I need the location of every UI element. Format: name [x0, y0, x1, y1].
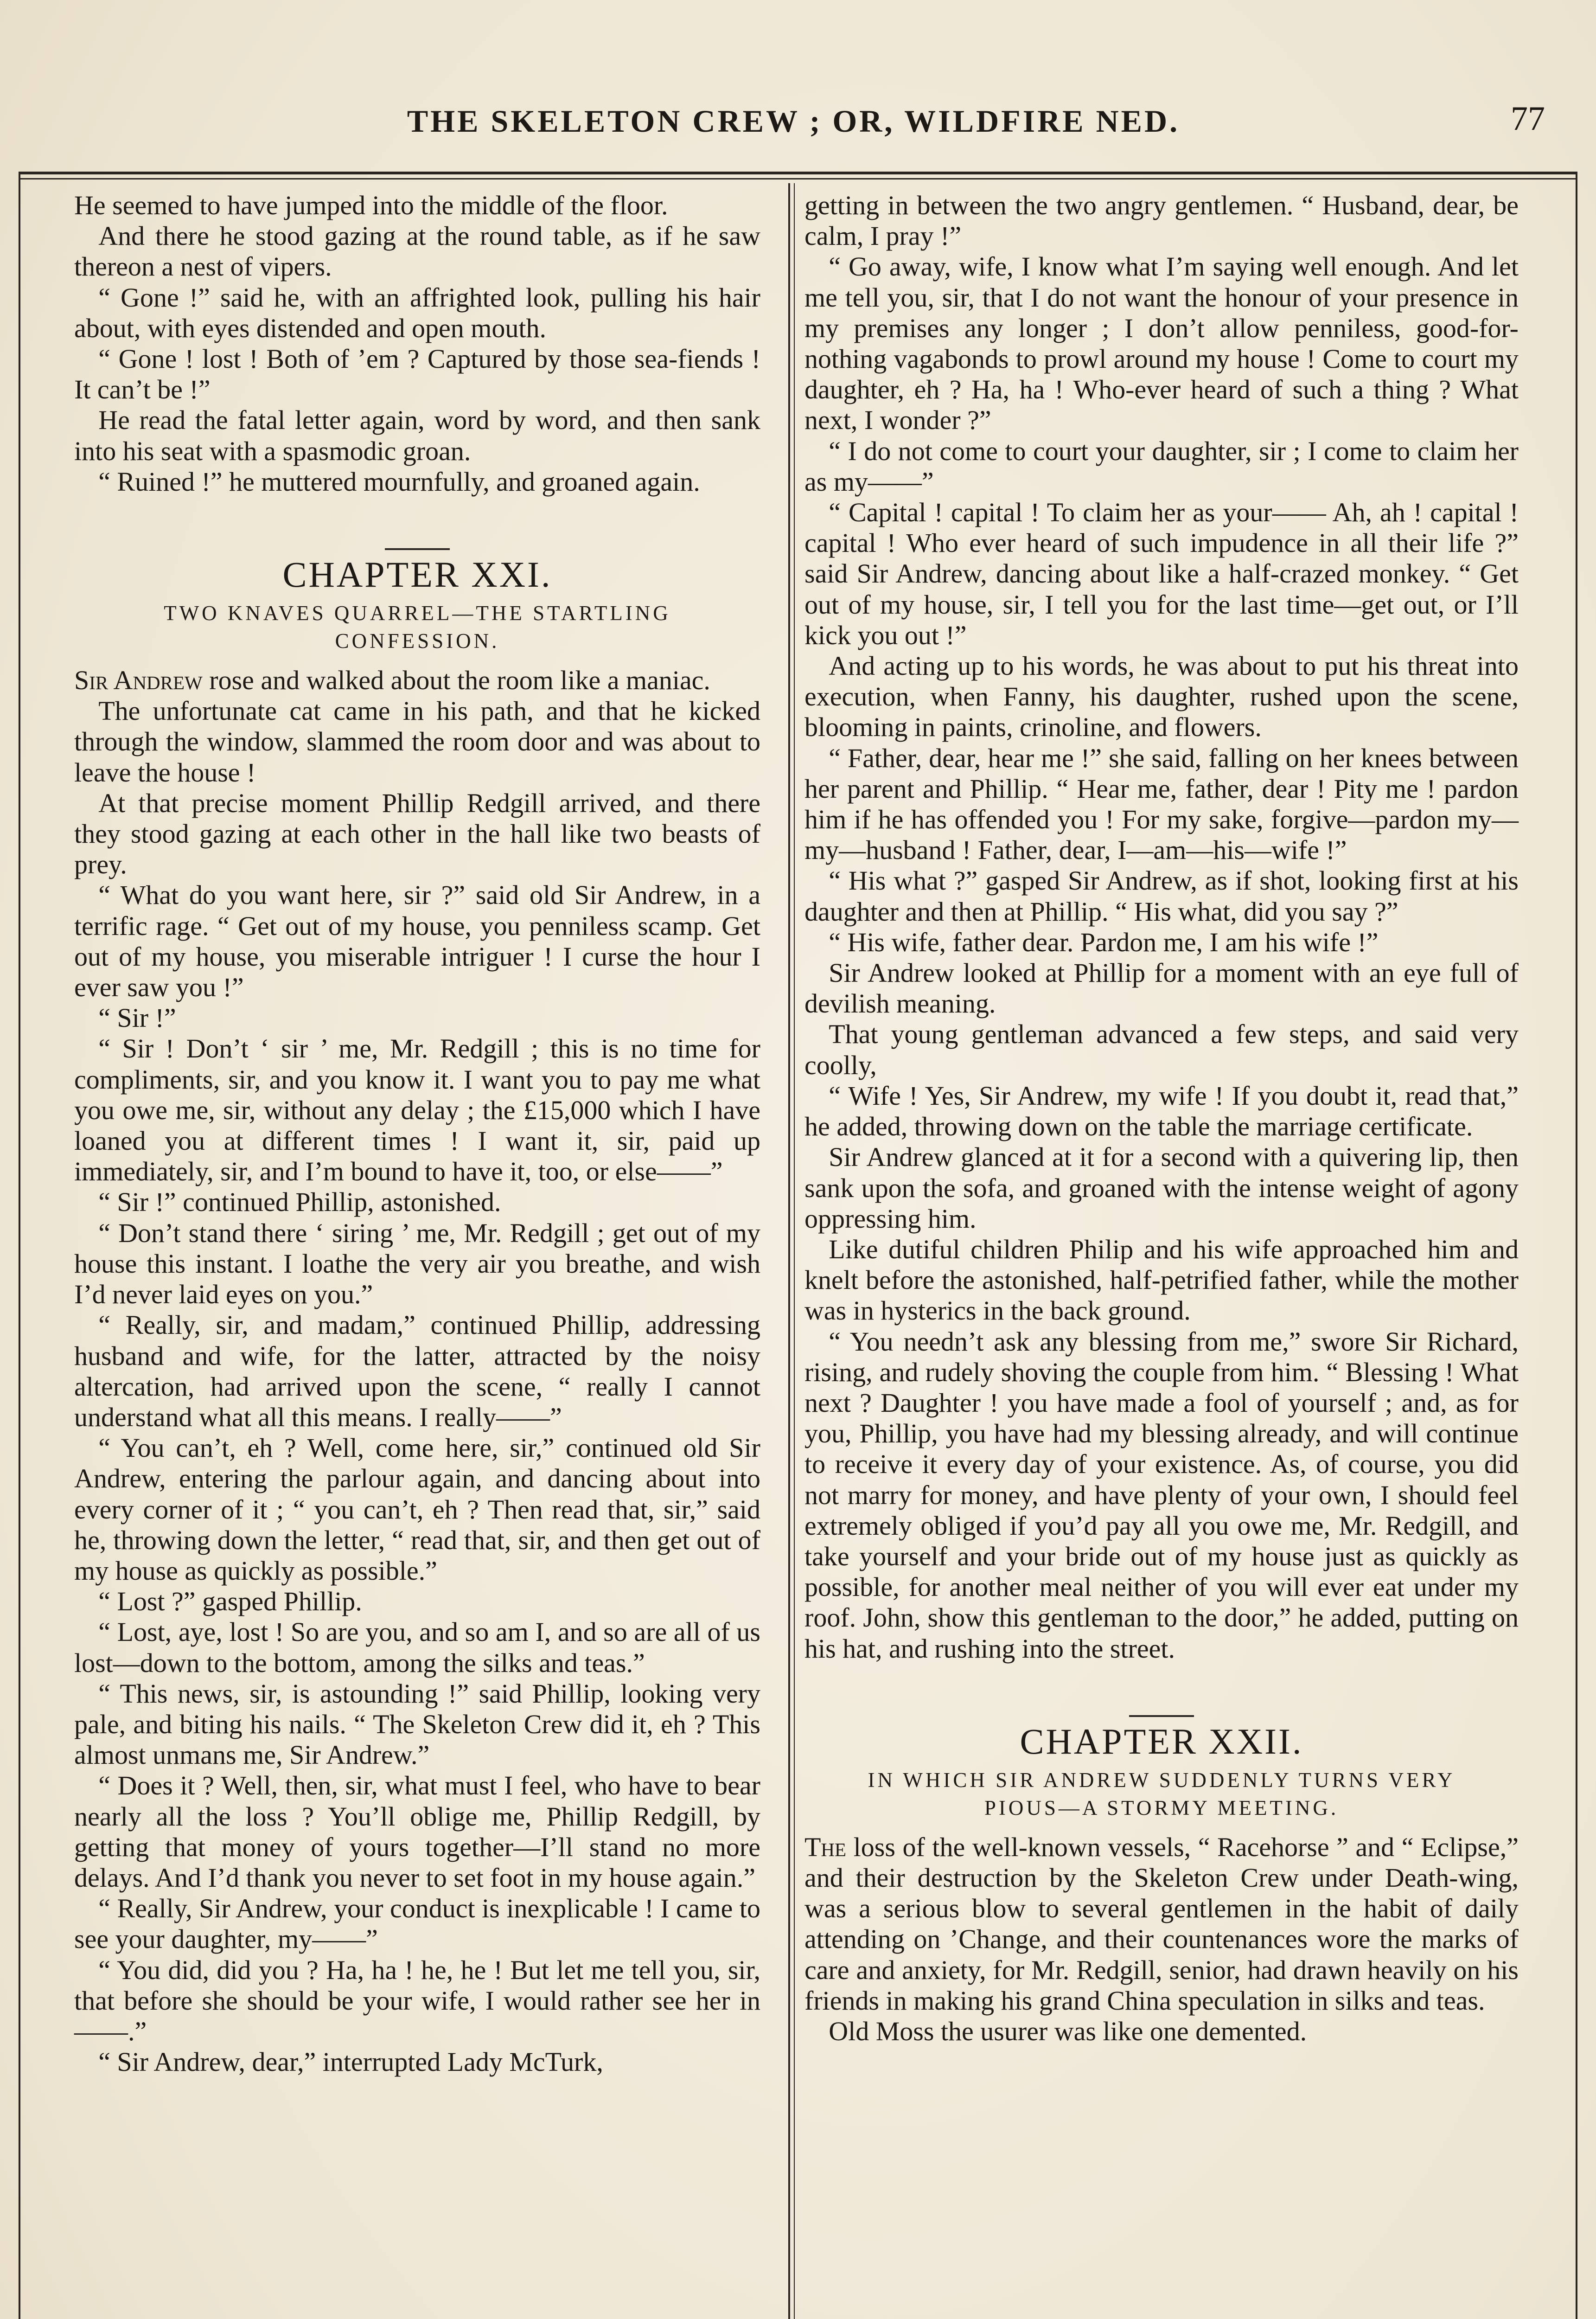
paragraph: The unfortunate cat came in his path, and that he kicked through the window, slammed the room door and was about to leave the house !	[74, 696, 760, 788]
paragraph: “ His what ?” gasped Sir Andrew, as if shot, looking first at his daughter and then at Phillip. “ His what, did you say ?”	[804, 865, 1519, 927]
left-column	[74, 190, 760, 2077]
page-number: 77	[1511, 100, 1545, 138]
paragraph: “ Father, dear, hear me !” she said, falling on her knees between her parent and Phillip. “ Hear me, father, dear ! Pity me ! pardon him if he has offended you ! For my sake, forgive—pardon my—my—husband ! Father, dear, I—am—his—wife !”	[804, 743, 1519, 865]
paragraph: “ Don’t stand there ‘ siring ’ me, Mr. Redgill ; get out of my house this instant. I loathe the very air you breathe, and wish I’d never laid eyes on you.”	[74, 1217, 760, 1310]
paragraph: “ You needn’t ask any blessing from me,” swore Sir Richard, rising, and rudely shoving the couple from him. “ Blessing ! What next ? Daughter ! you have made a fool of yourself ; and, as for you, Phillip, you have had my blessing already, and will continue to receive it every day of your existence. As, of course, you did not marry for money, and have plenty of your own, I should feel extremely obliged if you’d pay all you owe me, Mr. Redgill, and take yourself and your bride out of my house just as quickly as possible, for another meal neither of you will ever eat under my roof. John, show this gentleman to the door,” he added, putting on his hat, and rushing into the street.	[804, 1326, 1519, 1664]
paragraph: “ You can’t, eh ? Well, come here, sir,” continued old Sir Andrew, entering the parlour again, and dancing about into every corner of it ; “ you can’t, eh ? Then read that, sir,” said he, throwing down the letter, “ read that, sir, and then get out of my house as quickly as possible.”	[74, 1433, 760, 1586]
paragraph: Like dutiful children Philip and his wife approached him and knelt before the astonished, half-petrified father, while the mother was in hysterics in the back ground.	[804, 1234, 1519, 1326]
paragraph: “ Ruined !” he muttered mournfully, and groaned again.	[98, 466, 700, 497]
paragraph: “ Gone ! lost ! Both of ’em ? Captured by those sea-fiends ! It can’t be !”	[74, 344, 760, 405]
chapter-opening-text: rose and walked about the room like a maniac.	[202, 665, 710, 696]
page-header	[28, 93, 1559, 144]
chapter-subtitle: IN WHICH SIR ANDREW SUDDENLY TURNS VERY PIOUS—A STORMY MEETING.	[868, 1768, 1456, 1819]
column-divider-thin	[794, 183, 795, 2319]
paragraph: “ This news, sir, is astounding !” said Phillip, looking very pale, and biting his nails. “ The Skeleton Crew did it, eh ? This almost unmans me, Sir Andrew.”	[74, 1678, 760, 1770]
paragraph: “ What do you want here, sir ?” said old Sir Andrew, in a terrific rage. “ Get out of my house, you penniless scamp. Get out of my house, you miserable intriguer ! I curse the hour I ever saw you !”	[74, 880, 760, 1003]
paragraph: And acting up to his words, he was about to put his threat into execution, when Fanny, his daughter, rushed upon the scene, blooming in paints, crinoline, and flowers.	[804, 651, 1519, 743]
paragraph: At that precise moment Phillip Redgill arrived, and there they stood gazing at each other in the hall like two beasts of prey.	[74, 788, 760, 880]
paragraph: He read the fatal letter again, word by word, and then sank into his seat with a spasmodic groan.	[74, 405, 760, 466]
section-divider	[804, 1693, 1519, 1702]
paragraph: “ Sir Andrew, dear,” interrupted Lady McTurk,	[98, 2047, 603, 2077]
paragraph: “ Really, Sir Andrew, your conduct is inexplicable ! I came to see your daughter, my——”	[74, 1893, 760, 1954]
chapter-opening-paragraph	[74, 665, 760, 696]
header-rule	[19, 172, 1577, 174]
section-divider	[74, 526, 760, 535]
chapter-opening-caps: Sir Andrew	[74, 665, 203, 696]
running-head: THE SKELETON CREW ; OR, WILDFIRE NED.	[407, 103, 1180, 139]
chapter-opening-caps: The	[804, 1832, 847, 1862]
paragraph: “ You did, did you ? Ha, ha ! he, he ! But let me tell you, sir, that before she should be your wife, I would rather see her in ——.”	[74, 1954, 760, 2046]
chapter-opening-text: loss of the well-known vessels, “ Racehorse ” and “ Eclipse,” and their destruction by the Skeleton Crew under Death-wing, was a serious blow to several gentlemen in the habit of daily attending on ’Change, and their countenances wore the marks of care and anxiety, for Mr. Redgill, senior, had drawn heavily on his friends in making his grand China speculation in silks and teas.	[804, 1832, 1519, 2016]
paragraph: “ Really, sir, and madam,” continued Phillip, addressing husband and wife, for the latter, attracted by the noisy altercation, had arrived upon the scene, “ really I cannot understand what all this means. I really——”	[74, 1310, 760, 1432]
paragraph: “ Sir !” continued Phillip, astonished.	[98, 1187, 501, 1217]
paragraph: Sir Andrew glanced at it for a second with a quivering lip, then sank upon the sofa, and groaned with the intense weight of agony oppressing him.	[804, 1142, 1519, 1234]
paragraph: “ Sir ! Don’t ‘ sir ’ me, Mr. Redgill ; this is no time for compliments, sir, and you know it. I want you to pay me what you owe me, sir, without any delay ; the £15,000 which I have loaned you at different times ! I want it, sir, paid up immediately, sir, and I’m bound to have it, too, or else——”	[74, 1033, 760, 1187]
column-divider	[788, 183, 790, 2319]
paragraph: Sir Andrew looked at Phillip for a moment with an eye full of devilish meaning.	[804, 958, 1519, 1019]
paragraph: “ Go away, wife, I know what I’m saying well enough. And let me tell you, sir, that I do not want the honour of your presence in my premises any longer ; I don’t allow penniless, good-for-nothing vagabonds to prowl around my house ! Come to court my daughter, eh ? Ha, ha ! Who-ever heard of such a thing ? What next, I wonder ?”	[804, 251, 1519, 436]
paragraph: “ Lost, aye, lost ! So are you, and so am I, and so are all of us lost—down to the bottom, among the silks and teas.”	[74, 1617, 760, 1678]
chapter-title: CHAPTER XXII.	[1020, 1721, 1303, 1762]
chapter-subtitle: TWO KNAVES QUARREL—THE STARTLING CONFESSION.	[164, 602, 671, 653]
paragraph: “ His wife, father dear. Pardon me, I am his wife !”	[829, 927, 1379, 957]
right-column	[804, 190, 1519, 2047]
paragraph: “ Does it ? Well, then, sir, what must I feel, who have to bear nearly all the loss ? You’ll oblige me, Phillip Redgill, by getting that money of yours together—I’ll stand no more delays. And I’d thank you never to set foot in my house again.”	[74, 1770, 760, 1893]
paragraph: Old Moss the usurer was like one demented.	[829, 2016, 1307, 2046]
paragraph-continuation: getting in between the two angry gentlemen. “ Husband, dear, be calm, I pray !”	[804, 190, 1519, 251]
paragraph: And there he stood gazing at the round table, as if he saw thereon a nest of vipers.	[74, 221, 760, 282]
frame-right-border	[1576, 172, 1577, 2319]
paragraph: He seemed to have jumped into the middle of the floor.	[74, 190, 668, 220]
paragraph: “ Sir !”	[98, 1003, 176, 1033]
paragraph: “ Capital ! capital ! To claim her as your—— Ah, ah ! capital ! capital ! Who ever heard of such impudence in all their life ?” said Sir Andrew, dancing about like a half-crazed monkey. “ Get out of my house, sir, I tell you for the last time—get out, or I’ll kick you out !”	[804, 497, 1519, 650]
paragraph: “ Lost ?” gasped Phillip.	[98, 1586, 362, 1617]
paragraph: That young gentleman advanced a few steps, and said very coolly,	[804, 1019, 1519, 1080]
header-rule-thin	[19, 178, 1577, 179]
paragraph: “ Wife ! Yes, Sir Andrew, my wife ! If you doubt it, read that,” he added, throwing down on the table the marriage certificate.	[804, 1080, 1519, 1142]
chapter-title: CHAPTER XXI.	[282, 554, 552, 595]
paragraph: “ I do not come to court your daughter, sir ; I come to claim her as my——”	[804, 436, 1519, 497]
frame-left-border	[19, 172, 20, 2319]
paragraph: “ Gone !” said he, with an affrighted look, pulling his hair about, with eyes distended and open mouth.	[74, 282, 760, 343]
chapter-opening-paragraph	[804, 1832, 1519, 2016]
